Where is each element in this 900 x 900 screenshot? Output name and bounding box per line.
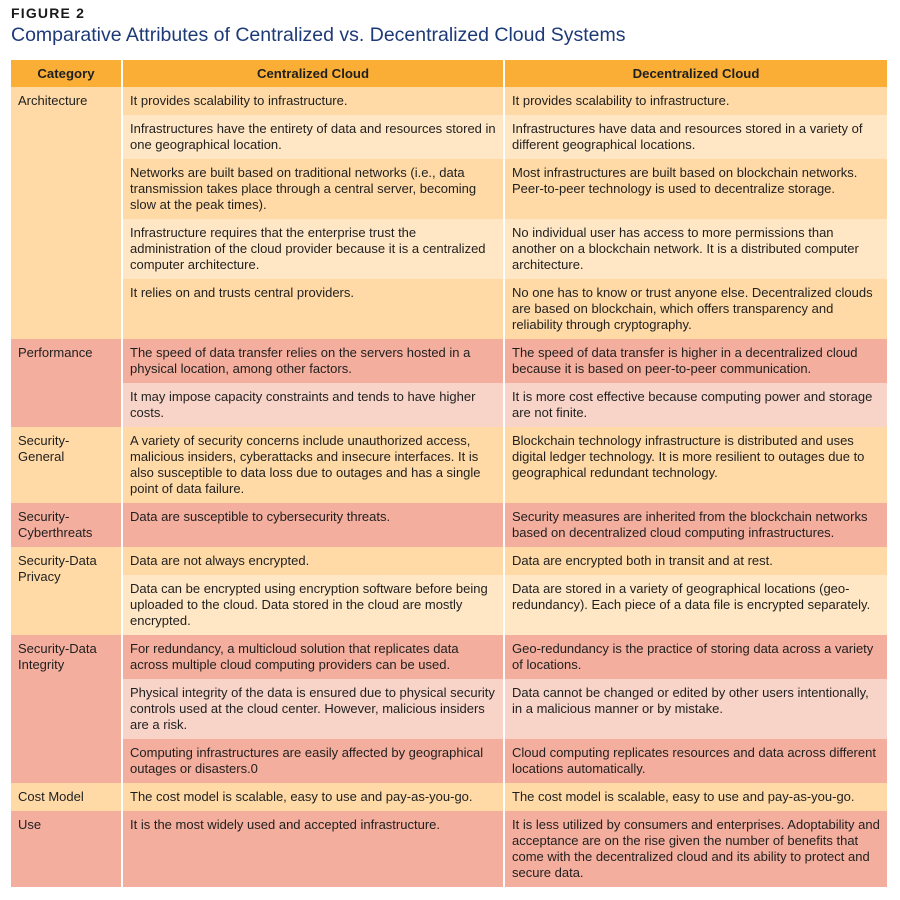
decentralized-cell: Security measures are inherited from the blockchain networks based on decentralized cloud computing infrastructures. [504, 503, 887, 547]
decentralized-cell: Data cannot be changed or edited by other users intentionally, in a malicious manner or by mistake. [504, 679, 887, 739]
centralized-cell: A variety of security concerns include unauthorized access, malicious insiders, cyberattacks and insecure interfaces. It is also susceptible to data loss due to outages and has a single point of data failure. [122, 427, 504, 503]
table-row [11, 503, 887, 547]
header-decentralized: Decentralized Cloud [504, 60, 887, 87]
figure-title: Comparative Attributes of Centralized vs. Decentralized Cloud Systems [11, 24, 626, 46]
decentralized-cell: Infrastructures have data and resources stored in a variety of different geographical locations. [504, 115, 887, 159]
centralized-cell: Computing infrastructures are easily affected by geographical outages or disasters.0 [122, 739, 504, 783]
table-row [11, 279, 887, 339]
centralized-cell: It may impose capacity constraints and tends to have higher costs. [122, 383, 504, 427]
category-cell: Use [11, 811, 122, 887]
centralized-cell: Data are susceptible to cybersecurity threats. [122, 503, 504, 547]
category-cell: Architecture [11, 87, 122, 339]
decentralized-cell: No one has to know or trust anyone else. Decentralized clouds are based on blockchain, which offers transparency and reliability through cryptography. [504, 279, 887, 339]
decentralized-cell: Most infrastructures are built based on blockchain networks. Peer-to-peer technology is used to decentralize storage. [504, 159, 887, 219]
centralized-cell: Data can be encrypted using encryption software before being uploaded to the cloud. Data stored in the cloud are mostly encrypted. [122, 575, 504, 635]
centralized-cell: Infrastructure requires that the enterprise trust the administration of the cloud provider because it is a centralized computer architecture. [122, 219, 504, 279]
table-row [11, 739, 887, 783]
centralized-cell: Networks are built based on traditional networks (i.e., data transmission takes place through a central server, becoming slow at the peak times). [122, 159, 504, 219]
category-cell: Security-Cyberthreats [11, 503, 122, 547]
category-cell: Performance [11, 339, 122, 427]
table-row [11, 679, 887, 739]
table-row [11, 783, 887, 811]
table-body [11, 87, 887, 887]
comparison-table [11, 60, 887, 887]
centralized-cell: Data are not always encrypted. [122, 547, 504, 575]
table-row [11, 575, 887, 635]
decentralized-cell: It is less utilized by consumers and enterprises. Adoptability and acceptance are on the rise given the number of benefits that come with the decentralized cloud and its ability to protect and secure data. [504, 811, 887, 887]
header-category: Category [11, 60, 122, 87]
category-cell: Security-Data Integrity [11, 635, 122, 783]
table-row [11, 635, 887, 679]
decentralized-cell: No individual user has access to more permissions than another on a blockchain network. It is a distributed computer architecture. [504, 219, 887, 279]
centralized-cell: Infrastructures have the entirety of data and resources stored in one geographical location. [122, 115, 504, 159]
header-centralized: Centralized Cloud [122, 60, 504, 87]
decentralized-cell: Blockchain technology infrastructure is distributed and uses digital ledger technology. It is more resilient to outages due to geographical redundant technology. [504, 427, 887, 503]
table-row [11, 115, 887, 159]
table-header-row [11, 60, 887, 87]
figure-label: FIGURE 2 [11, 5, 86, 21]
decentralized-cell: Data are stored in a variety of geographical locations (geo-redundancy). Each piece of a data file is encrypted separately. [504, 575, 887, 635]
category-cell: Security-General [11, 427, 122, 503]
table-row [11, 87, 887, 115]
centralized-cell: The speed of data transfer relies on the servers hosted in a physical location, among other factors. [122, 339, 504, 383]
decentralized-cell: Cloud computing replicates resources and data across different locations automatically. [504, 739, 887, 783]
table-row [11, 159, 887, 219]
table-row [11, 339, 887, 383]
category-cell: Cost Model [11, 783, 122, 811]
centralized-cell: The cost model is scalable, easy to use and pay-as-you-go. [122, 783, 504, 811]
table-row [11, 383, 887, 427]
decentralized-cell: It provides scalability to infrastructure. [504, 87, 887, 115]
table-row [11, 811, 887, 887]
centralized-cell: It provides scalability to infrastructure. [122, 87, 504, 115]
table-row [11, 219, 887, 279]
centralized-cell: Physical integrity of the data is ensured due to physical security controls used at the cloud center. However, malicious insiders are a risk. [122, 679, 504, 739]
decentralized-cell: It is more cost effective because computing power and storage are not finite. [504, 383, 887, 427]
centralized-cell: It relies on and trusts central providers. [122, 279, 504, 339]
decentralized-cell: The speed of data transfer is higher in a decentralized cloud because it is based on peer-to-peer communication. [504, 339, 887, 383]
table-row [11, 547, 887, 575]
decentralized-cell: Data are encrypted both in transit and at rest. [504, 547, 887, 575]
decentralized-cell: The cost model is scalable, easy to use and pay-as-you-go. [504, 783, 887, 811]
centralized-cell: For redundancy, a multicloud solution that replicates data across multiple cloud computing providers can be used. [122, 635, 504, 679]
table-row [11, 427, 887, 503]
category-cell: Security-Data Privacy [11, 547, 122, 635]
decentralized-cell: Geo-redundancy is the practice of storing data across a variety of locations. [504, 635, 887, 679]
centralized-cell: It is the most widely used and accepted infrastructure. [122, 811, 504, 887]
